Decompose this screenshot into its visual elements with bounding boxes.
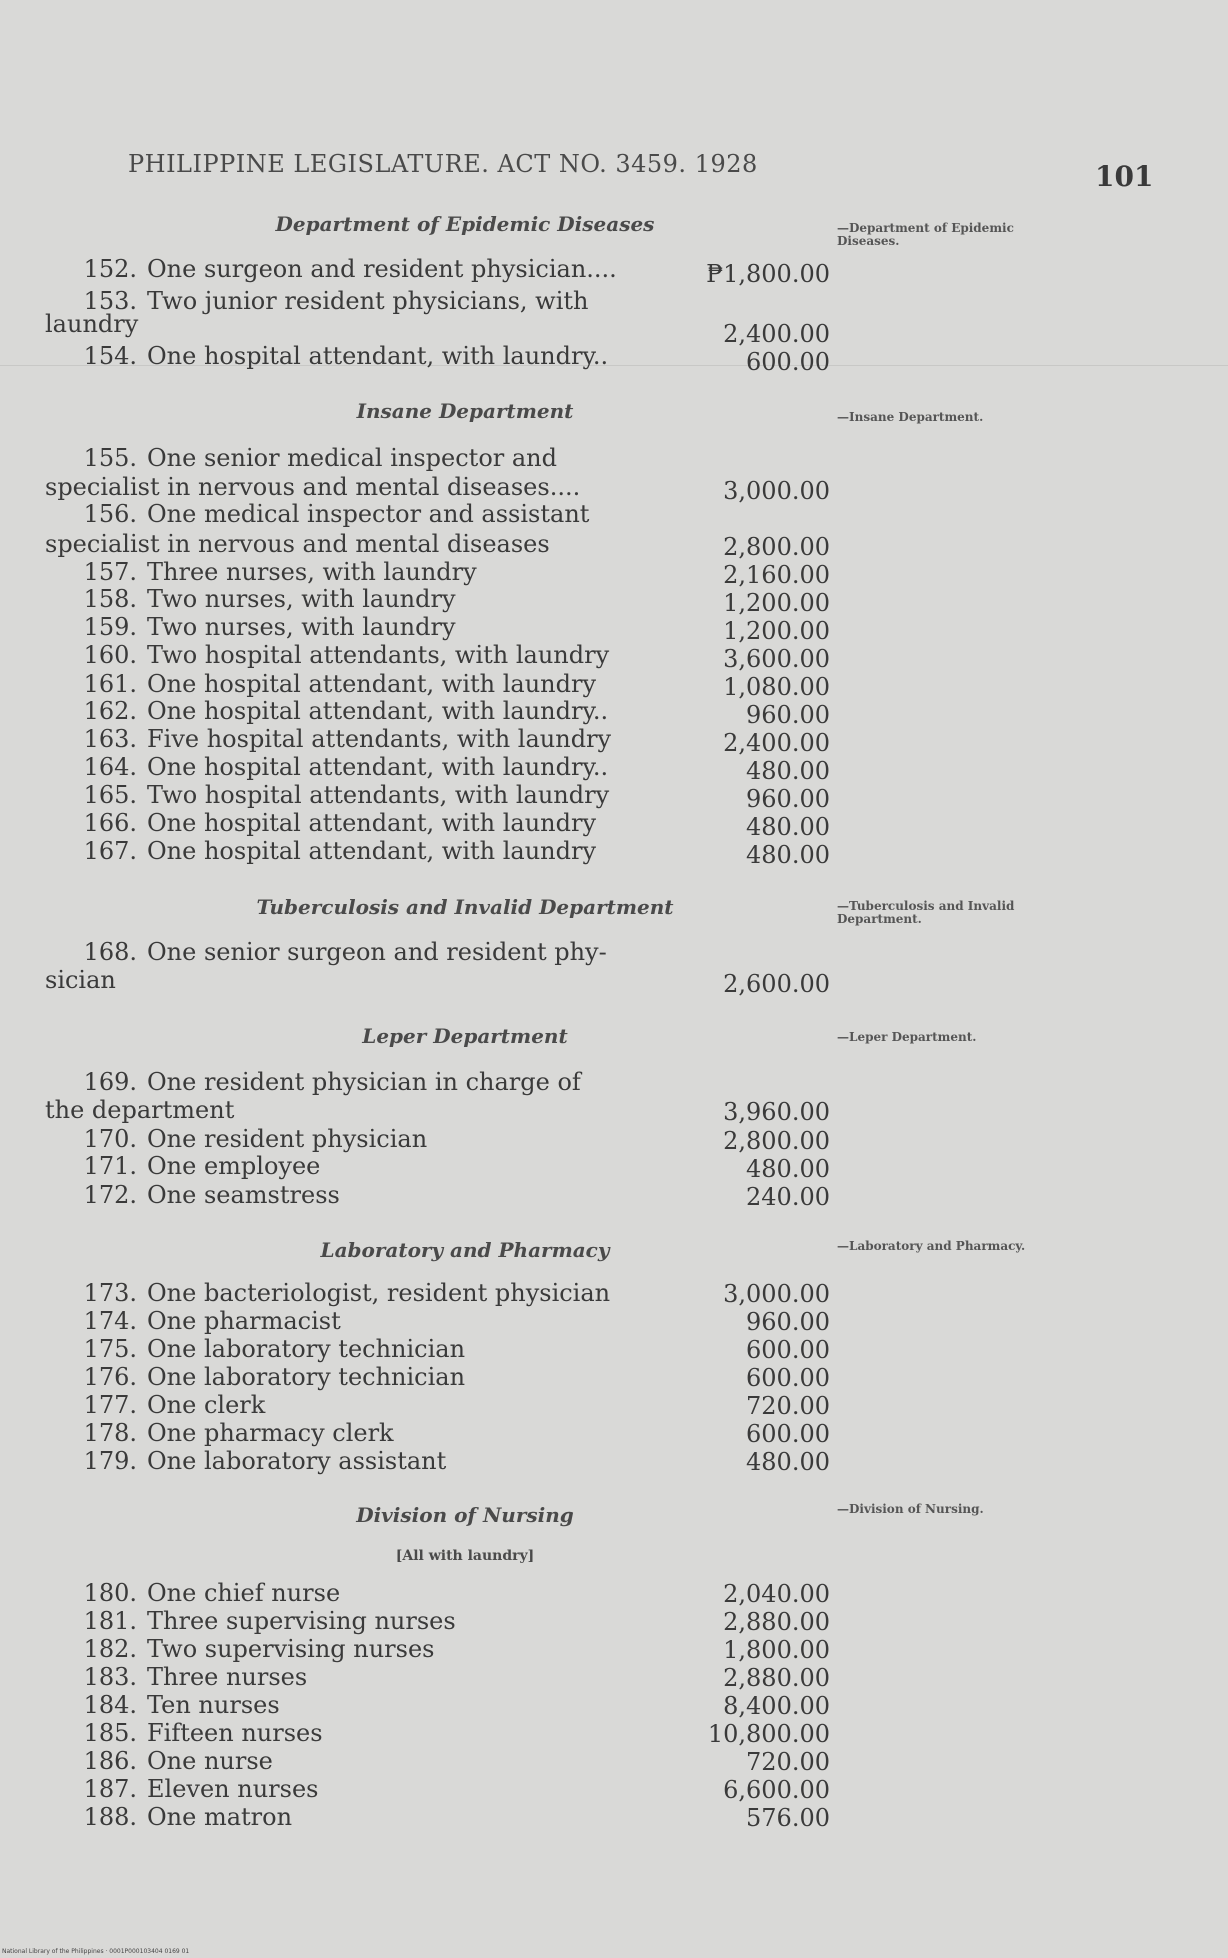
item-text: Two hospital attendants, with laundry [147, 641, 610, 669]
item-number: 176. [83, 1363, 137, 1391]
item-line [45, 1579, 640, 1607]
item-line-continued [45, 473, 640, 501]
item-amount: 576.00 [746, 1804, 830, 1832]
item-line [45, 1068, 640, 1096]
item-amount: 10,800.00 [707, 1720, 830, 1748]
item-text: One laboratory assistant [147, 1447, 447, 1475]
item-number: 163. [83, 725, 137, 753]
item-amount: 480.00 [746, 1155, 830, 1183]
item-line [45, 342, 640, 370]
item-line [45, 697, 640, 725]
item-number: 177. [83, 1391, 137, 1419]
section-title: Leper Department [362, 1024, 568, 1048]
item-number: 169. [83, 1068, 137, 1096]
item-line [45, 837, 640, 865]
item-amount: 1,800.00 [723, 1636, 830, 1664]
item-amount: 3,000.00 [723, 477, 830, 505]
item-line [45, 1307, 640, 1335]
item-number: 175. [83, 1335, 137, 1363]
item-amount: 960.00 [746, 701, 830, 729]
item-amount: 720.00 [746, 1392, 830, 1420]
item-number: 180. [83, 1579, 137, 1607]
section-title: Laboratory and Pharmacy [320, 1238, 610, 1262]
item-number: 178. [83, 1419, 137, 1447]
running-head: PHILIPPINE LEGISLATURE. ACT NO. 3459. 1928 [128, 150, 758, 178]
item-text: One nurse [147, 1747, 273, 1775]
section-subtitle: [All with laundry] [395, 1548, 535, 1564]
item-text: One pharmacist [147, 1307, 341, 1335]
item-line [45, 641, 640, 669]
item-amount: 240.00 [746, 1183, 830, 1211]
item-text: One bacteriologist, resident physician [147, 1279, 611, 1307]
section-title: Tuberculosis and Invalid Department [256, 895, 674, 919]
item-number: 152. [83, 255, 137, 283]
margin-note: —Department of Epidemic Diseases. [837, 221, 1014, 248]
item-text: One hospital attendant, with laundry [147, 670, 597, 698]
item-text: specialist in nervous and mental diseases [45, 530, 550, 558]
item-text: sician [45, 966, 116, 994]
item-line-continued [45, 530, 640, 558]
item-amount: 480.00 [746, 841, 830, 869]
item-text: One laboratory technician [147, 1335, 466, 1363]
item-number: 174. [83, 1307, 137, 1335]
item-line [45, 500, 640, 528]
item-line-continued [45, 966, 640, 994]
item-amount: 480.00 [746, 813, 830, 841]
item-amount: 2,800.00 [723, 533, 830, 561]
item-number: 185. [83, 1719, 137, 1747]
item-number: 183. [83, 1663, 137, 1691]
item-number: 156. [83, 500, 137, 528]
item-text: Two hospital attendants, with laundry [147, 781, 610, 809]
item-line [45, 1152, 640, 1180]
item-text: One surgeon and resident physician.... [147, 255, 617, 283]
item-text: laundry [45, 310, 139, 338]
item-amount: 480.00 [746, 757, 830, 785]
item-number: 164. [83, 753, 137, 781]
item-amount: 2,600.00 [723, 970, 830, 998]
margin-note: —Leper Department. [837, 1030, 977, 1044]
item-amount: 2,880.00 [723, 1608, 830, 1636]
item-text: specialist in nervous and mental diseases.... [45, 473, 581, 501]
item-line [45, 670, 640, 698]
item-line [45, 1125, 640, 1153]
item-number: 171. [83, 1152, 137, 1180]
item-line [45, 725, 640, 753]
item-text: the department [45, 1096, 235, 1124]
item-text: One medical inspector and assistant [147, 500, 590, 528]
item-number: 168. [83, 938, 137, 966]
item-line [45, 1803, 640, 1831]
item-text: One matron [147, 1803, 293, 1831]
item-line [45, 1391, 640, 1419]
item-text: One seamstress [147, 1181, 340, 1209]
item-number: 179. [83, 1447, 137, 1475]
item-number: 172. [83, 1181, 137, 1209]
item-text: Two supervising nurses [147, 1635, 435, 1663]
item-line [45, 585, 640, 613]
item-amount: ₱1,800.00 [706, 260, 830, 288]
item-line [45, 809, 640, 837]
item-number: 157. [83, 558, 137, 586]
item-line [45, 1663, 640, 1691]
item-amount: 1,200.00 [723, 617, 830, 645]
item-text: One resident physician in charge of [147, 1068, 581, 1096]
item-amount: 2,040.00 [723, 1580, 830, 1608]
item-line [45, 1363, 640, 1391]
item-line [45, 781, 640, 809]
item-amount: 2,160.00 [723, 561, 830, 589]
item-line [45, 1691, 640, 1719]
item-line [45, 753, 640, 781]
item-text: Two junior resident physicians, with [147, 287, 589, 315]
item-text: Two nurses, with laundry [147, 585, 456, 613]
item-number: 170. [83, 1125, 137, 1153]
item-number: 165. [83, 781, 137, 809]
item-line-continued [45, 1096, 640, 1124]
item-number: 161. [83, 670, 137, 698]
item-number: 154. [83, 342, 137, 370]
item-amount: 3,960.00 [723, 1098, 830, 1126]
item-line [45, 1719, 640, 1747]
item-amount: 3,600.00 [723, 645, 830, 673]
item-number: 167. [83, 837, 137, 865]
item-text: One hospital attendant, with laundry.. [147, 753, 609, 781]
item-text: One hospital attendant, with laundry [147, 837, 597, 865]
margin-note: —Tuberculosis and Invalid Department. [837, 899, 1015, 926]
item-amount: 1,200.00 [723, 589, 830, 617]
item-number: 160. [83, 641, 137, 669]
item-text: One hospital attendant, with laundry.. [147, 697, 609, 725]
item-text: Five hospital attendants, with laundry [147, 725, 612, 753]
item-amount: 1,080.00 [723, 673, 830, 701]
item-amount: 2,400.00 [723, 729, 830, 757]
item-line [45, 1419, 640, 1447]
item-line [45, 1335, 640, 1363]
item-text: One chief nurse [147, 1579, 341, 1607]
item-number: 153. [83, 287, 137, 315]
item-text: One senior surgeon and resident phy- [147, 938, 607, 966]
item-number: 173. [83, 1279, 137, 1307]
item-amount: 8,400.00 [723, 1692, 830, 1720]
item-text: One employee [147, 1152, 321, 1180]
item-amount: 720.00 [746, 1748, 830, 1776]
item-amount: 600.00 [746, 1420, 830, 1448]
item-amount: 960.00 [746, 785, 830, 813]
item-line [45, 1447, 640, 1475]
item-line [45, 1279, 640, 1307]
item-line [45, 255, 640, 283]
section-title: Insane Department [356, 399, 574, 423]
item-number: 158. [83, 585, 137, 613]
margin-note: —Insane Department. [837, 410, 984, 424]
item-line [45, 1181, 640, 1209]
item-line [45, 1607, 640, 1635]
section-title: Department of Epidemic Diseases [275, 212, 655, 236]
item-line [45, 938, 640, 966]
item-number: 184. [83, 1691, 137, 1719]
item-text: One pharmacy clerk [147, 1419, 394, 1447]
item-amount: 480.00 [746, 1448, 830, 1476]
item-text: One resident physician [147, 1125, 428, 1153]
item-number: 186. [83, 1747, 137, 1775]
item-text: One laboratory technician [147, 1363, 466, 1391]
item-line [45, 1747, 640, 1775]
item-amount: 3,000.00 [723, 1280, 830, 1308]
item-amount: 600.00 [746, 348, 830, 376]
item-number: 182. [83, 1635, 137, 1663]
item-amount: 600.00 [746, 1364, 830, 1392]
page-number: 101 [1095, 160, 1154, 193]
item-number: 162. [83, 697, 137, 725]
item-amount: 2,400.00 [723, 320, 830, 348]
item-amount: 960.00 [746, 1308, 830, 1336]
item-line [45, 558, 640, 586]
item-text: Ten nurses [147, 1691, 280, 1719]
item-amount: 2,800.00 [723, 1127, 830, 1155]
item-text: Fifteen nurses [147, 1719, 323, 1747]
item-text: Three nurses [147, 1663, 308, 1691]
item-line [45, 1635, 640, 1663]
section-title: Division of Nursing [356, 1503, 574, 1527]
margin-note: —Laboratory and Pharmacy. [837, 1239, 1026, 1253]
item-text: One clerk [147, 1391, 266, 1419]
scan-footer-note: National Library of the Philippines · 0001P000103404 0169 01 [2, 1948, 190, 1955]
item-line [45, 444, 640, 472]
item-line-continued [45, 310, 640, 338]
item-text: Eleven nurses [147, 1775, 319, 1803]
item-line [45, 1775, 640, 1803]
item-amount: 6,600.00 [723, 1776, 830, 1804]
item-number: 159. [83, 613, 137, 641]
item-number: 155. [83, 444, 137, 472]
item-text: Three supervising nurses [147, 1607, 456, 1635]
item-text: One senior medical inspector and [147, 444, 558, 472]
item-text: One hospital attendant, with laundry [147, 809, 597, 837]
item-text: One hospital attendant, with laundry.. [147, 342, 609, 370]
item-number: 187. [83, 1775, 137, 1803]
item-text: Two nurses, with laundry [147, 613, 456, 641]
item-number: 188. [83, 1803, 137, 1831]
item-amount: 600.00 [746, 1336, 830, 1364]
margin-note: —Division of Nursing. [837, 1502, 984, 1516]
item-text: Three nurses, with laundry [147, 558, 477, 586]
item-amount: 2,880.00 [723, 1664, 830, 1692]
item-number: 166. [83, 809, 137, 837]
item-line [45, 613, 640, 641]
item-number: 181. [83, 1607, 137, 1635]
